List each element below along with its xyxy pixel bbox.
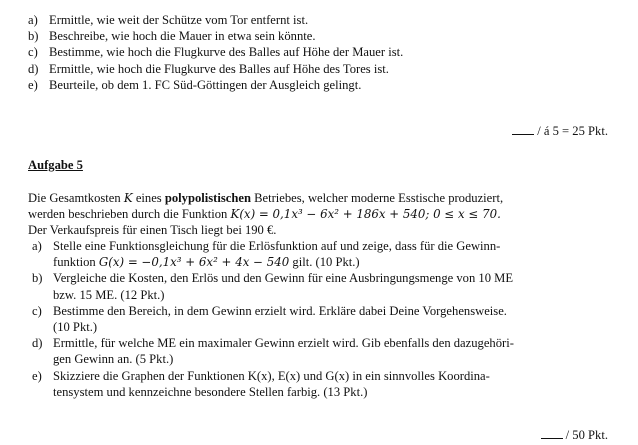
list-item <box>32 238 612 270</box>
item-text <box>53 303 612 335</box>
item-text <box>53 238 612 270</box>
score-line-previous <box>512 123 608 139</box>
list-item <box>28 61 598 77</box>
score-blank <box>541 427 563 439</box>
item-line: Ermittle, für welche ME ein maximaler Gewinn erzielt wird. Gib ebenfalls den dazugehöri- <box>53 336 514 351</box>
previous-task-list <box>28 12 598 93</box>
item-label: e) <box>28 77 38 92</box>
profit-function-formula: G(x) = −0,1x³ + 6x² + 4x − 540 <box>98 255 290 270</box>
item-text <box>53 270 612 302</box>
list-item <box>28 12 598 28</box>
item-label: d) <box>28 61 39 76</box>
list-item <box>28 44 598 60</box>
list-item <box>32 335 612 367</box>
score-text: / 50 Pkt. <box>565 428 608 442</box>
item-line: gilt. (10 Pkt.) <box>292 255 360 270</box>
math-variable: K <box>123 191 133 205</box>
item-label: a) <box>32 239 42 253</box>
intro-text: werden beschrieben durch die Funktion <box>28 207 228 222</box>
item-label: a) <box>28 13 38 27</box>
item-label: c) <box>28 45 38 60</box>
emphasis-text: polypolistischen <box>164 191 251 205</box>
intro-line-1 <box>28 190 628 206</box>
item-line: bzw. 15 ME. (12 Pkt.) <box>53 287 165 302</box>
item-text <box>53 335 612 367</box>
item-label: b) <box>28 29 39 44</box>
item-label: e) <box>32 368 42 383</box>
item-label: c) <box>32 303 42 318</box>
item-text: Beurteile, ob dem 1. FC Süd-Göttingen der Ausgleich gelingt. <box>49 77 362 92</box>
item-line: Skizziere die Graphen der Funktionen K(x), E(x) und G(x) in ein sinnvolles Koordina- <box>53 368 490 383</box>
item-line: tensystem und kennzeichne besondere Stellen farbig. (13 Pkt.) <box>53 384 368 399</box>
intro-line-2 <box>28 206 628 222</box>
item-line: Stelle eine Funktionsgleichung für die Erlösfunktion auf und zeige, dass für die Gewinn- <box>53 239 501 253</box>
item-line: gen Gewinn an. (5 Pkt.) <box>53 352 174 367</box>
list-item <box>28 77 598 93</box>
intro-text: Betriebes, welcher moderne Esstische produziert, <box>254 191 504 205</box>
item-line: Vergleiche die Kosten, den Erlös und den Gewinn für eine Ausbringungsmenge von 10 ME <box>53 271 514 286</box>
item-text: Bestimme, wie hoch die Flugkurve des Balles auf Höhe der Mauer ist. <box>49 45 404 60</box>
intro-line-3: Der Verkaufspreis für einen Tisch liegt bei 190 €. <box>28 223 277 238</box>
task-heading: Aufgabe 5 <box>28 158 83 172</box>
list-item <box>32 270 612 302</box>
cost-function-formula: K(x) = 0,1x³ − 6x² + 186x + 540; 0 ≤ x ≤ 70. <box>230 207 501 222</box>
intro-text: eines <box>135 191 162 205</box>
task-list <box>32 238 612 400</box>
item-line: Bestimme den Bereich, in dem Gewinn erzielt wird. Erkläre dabei Deine Vorgehensweise. <box>53 303 507 318</box>
item-text: Ermittle, wie hoch die Flugkurve des Balles auf Höhe des Tores ist. <box>49 61 389 76</box>
intro-text: Die Gesamtkosten <box>28 191 121 205</box>
list-item <box>32 368 612 400</box>
list-item <box>32 303 612 335</box>
item-line: funktion <box>53 255 96 270</box>
item-line: (10 Pkt.) <box>53 320 98 335</box>
score-line-task5 <box>541 427 608 443</box>
list-item <box>28 28 598 44</box>
task-intro <box>28 190 628 239</box>
item-text: Ermittle, wie weit der Schütze vom Tor entfernt ist. <box>49 13 309 27</box>
item-label: b) <box>32 271 43 286</box>
item-text: Beschreibe, wie hoch die Mauer in etwa sein könnte. <box>49 29 316 44</box>
score-blank <box>512 123 534 135</box>
item-label: d) <box>32 336 43 351</box>
item-text <box>53 368 612 400</box>
score-text: / á 5 = 25 Pkt. <box>537 124 608 138</box>
